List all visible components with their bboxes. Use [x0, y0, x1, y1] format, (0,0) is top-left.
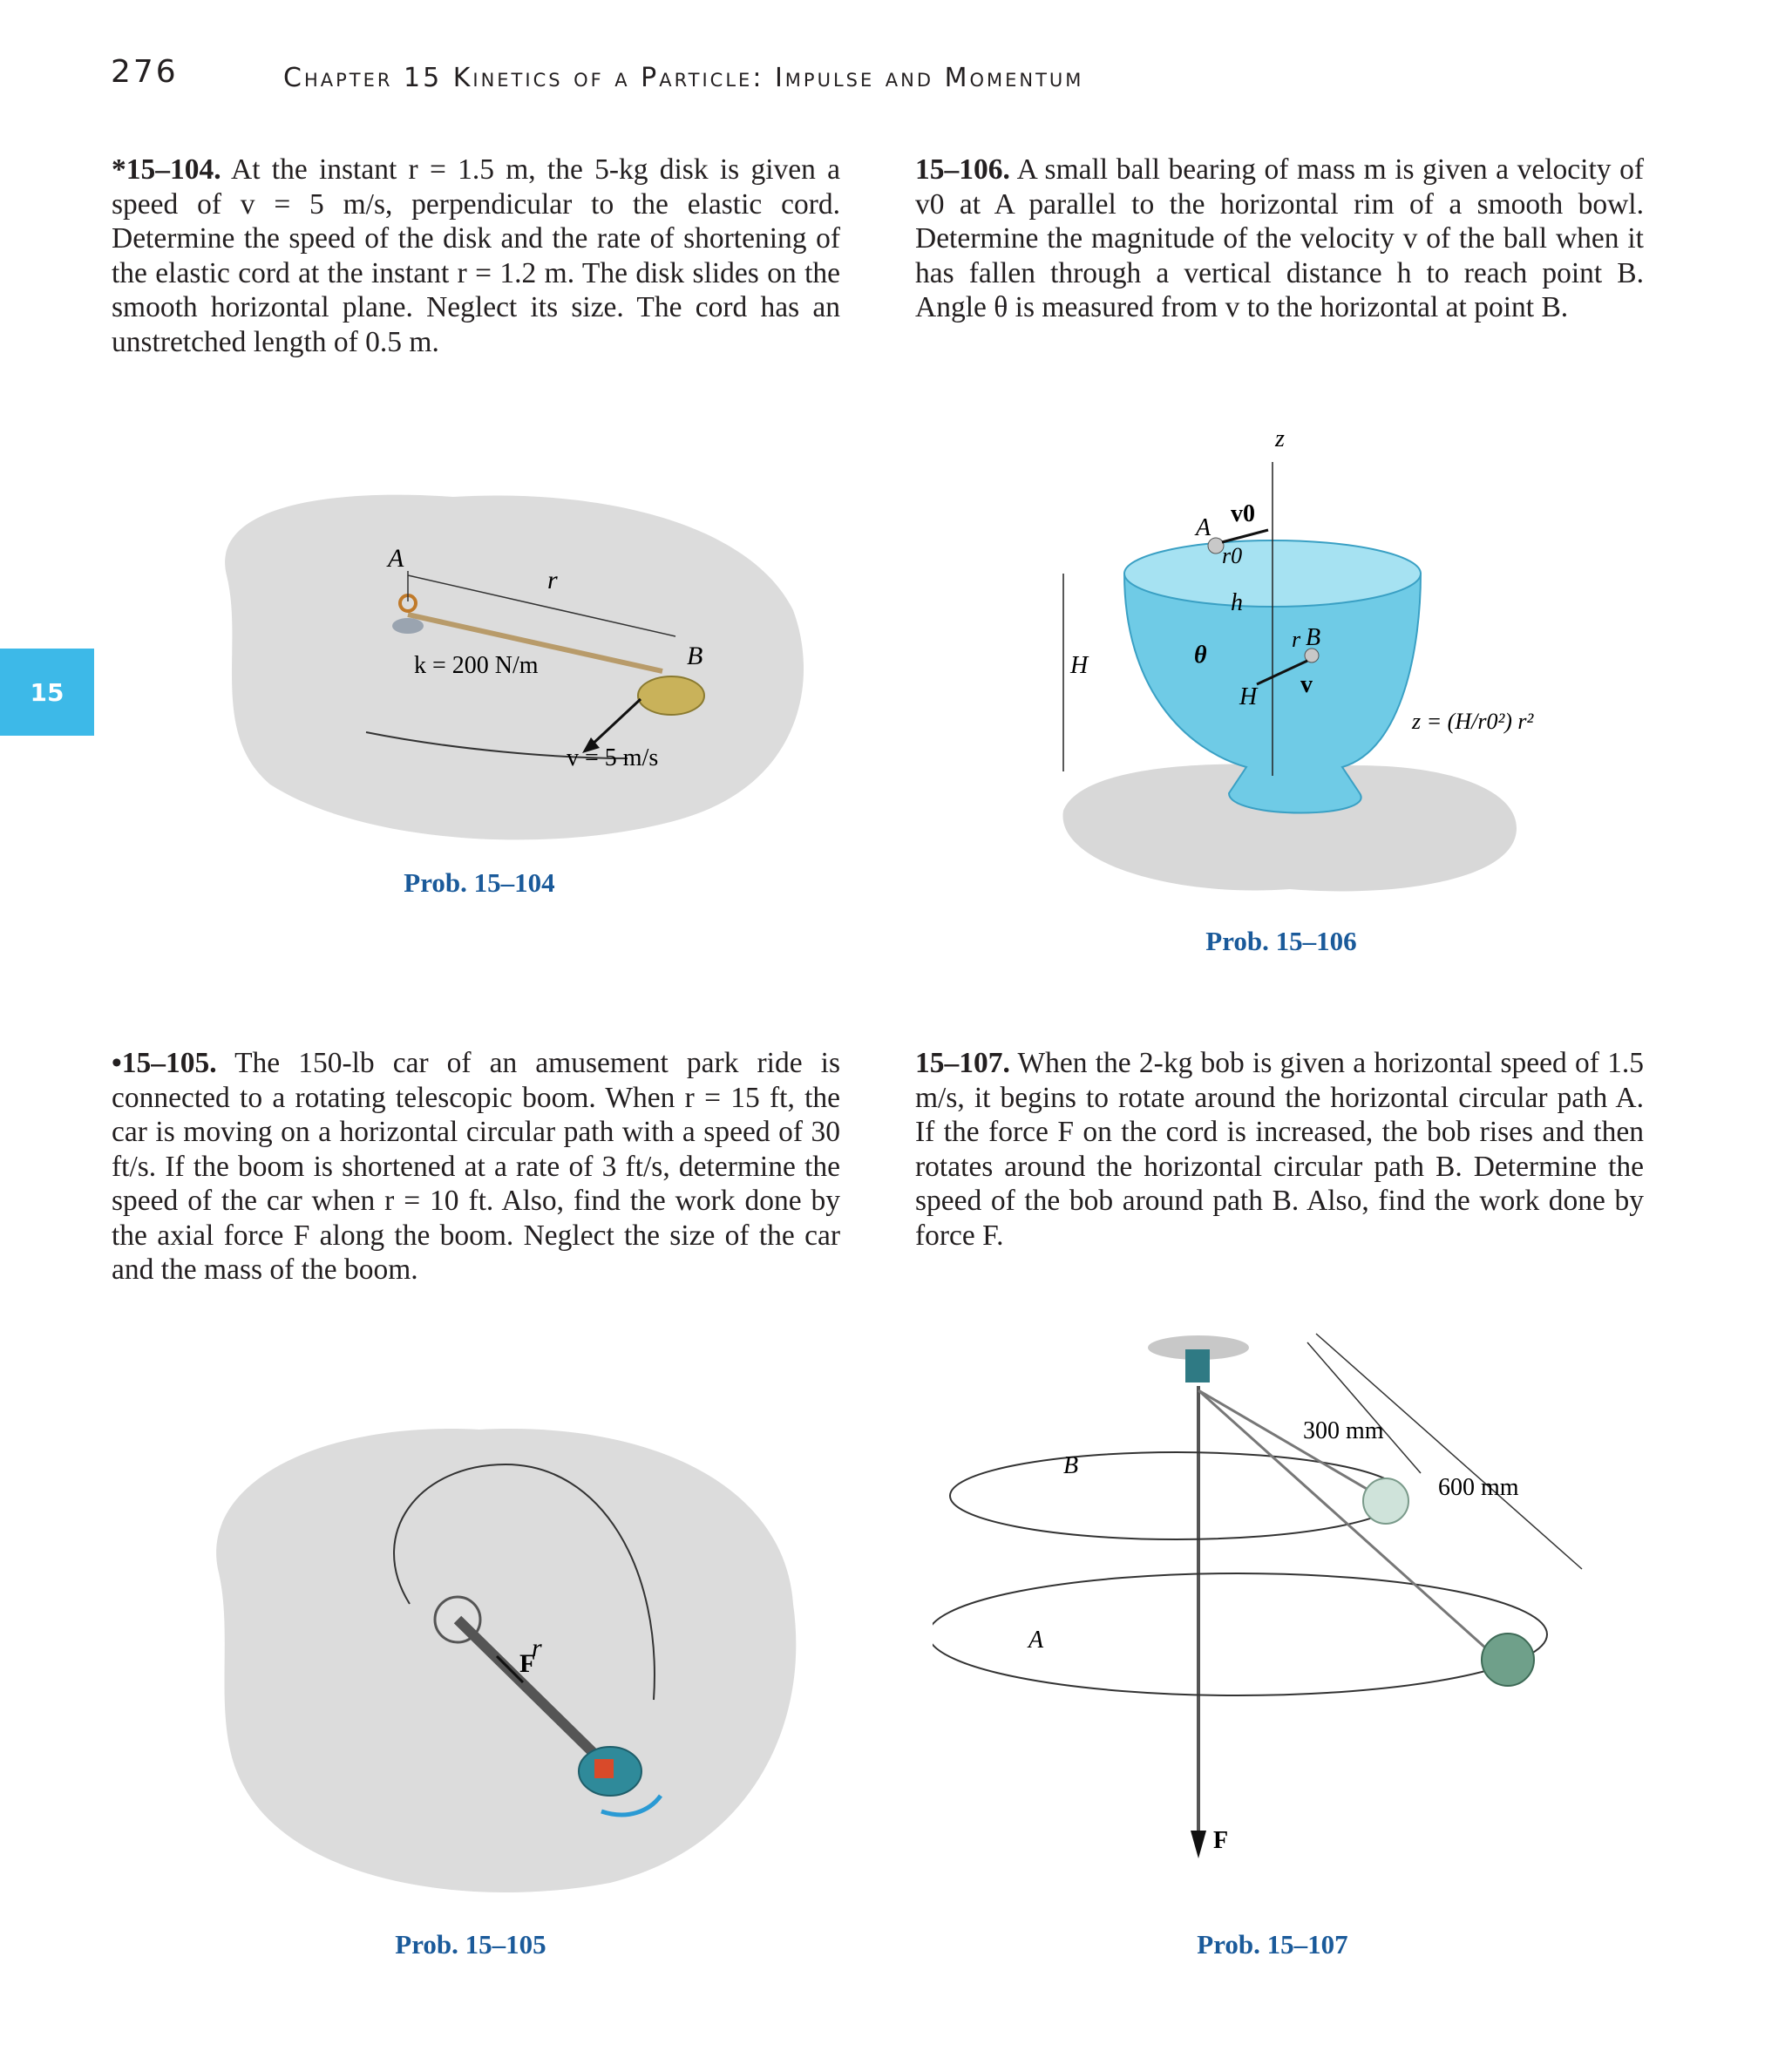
swivel: [1185, 1349, 1210, 1382]
figure-15-107: [933, 1308, 1630, 1918]
problem-15-105: [112, 1046, 840, 1287]
dim-600: [1316, 1334, 1582, 1569]
label-h: h: [1231, 589, 1243, 616]
problem-15-107: [915, 1046, 1644, 1253]
problem-15-104: [112, 153, 840, 359]
page-number: 276: [111, 54, 179, 90]
label-v: v = 5 m/s: [567, 744, 659, 771]
label-h-inner: H: [1239, 683, 1258, 710]
path-b: [950, 1452, 1403, 1539]
label-600mm: 600 mm: [1438, 1474, 1519, 1501]
label-k: k = 200 N/m: [414, 652, 539, 679]
label-r: r: [532, 1634, 542, 1662]
label-theta: θ: [1194, 642, 1207, 669]
label-a: A: [1028, 1627, 1044, 1654]
problem-number: 15–107.: [915, 1047, 1010, 1079]
figure-15-106: [1028, 427, 1569, 915]
caption-15-104: Prob. 15–104: [404, 867, 555, 898]
chapter-tab: 15: [0, 649, 94, 736]
caption-15-106: Prob. 15–106: [1205, 926, 1357, 956]
label-h-left: H: [1070, 652, 1089, 679]
label-a: A: [388, 544, 404, 573]
path-a: [933, 1573, 1547, 1695]
label-f: F: [1213, 1827, 1229, 1854]
bob-b: [1363, 1478, 1408, 1524]
bob-a: [1482, 1634, 1534, 1686]
problem-text: A small ball bearing of mass m is given a velocity of v0 at A parallel to the horizontal rim of a smooth bowl. Determine the magnitude of the velocity v of the ball when it has fallen through a vertical distance h to reach point B. Angle θ is measured from v to the horizontal at point B.: [915, 153, 1644, 323]
label-z: z: [1275, 427, 1285, 452]
car-seat: [594, 1759, 614, 1778]
problem-text: The 150-lb car of an amusement park ride is connected to a rotating telescopic boom. When r = 15 ft, the car is moving on a horizontal circular path with a speed of 30 ft/s. If the boom is shortened at a rate of 3 ft/s, determine the speed of the car when r = 10 ft. Also, find the work done by the axial force F along the boom. Neglect the size of the car and the mass of the boom.: [112, 1047, 840, 1286]
label-r: r: [1292, 627, 1301, 652]
dim-300: [1307, 1342, 1421, 1473]
caption-15-107: Prob. 15–107: [1197, 1929, 1348, 1960]
figure-15-105: [192, 1395, 819, 1900]
label-300mm: 300 mm: [1303, 1417, 1384, 1444]
problem-number: •15–105.: [112, 1047, 217, 1079]
problem-number: 15–106.: [915, 153, 1010, 186]
label-b: B: [1063, 1452, 1079, 1479]
label-r0: r0: [1222, 543, 1243, 568]
figure-15-104: [192, 471, 819, 854]
label-v: v: [1300, 671, 1313, 698]
problem-15-106: [915, 153, 1644, 325]
label-b: B: [687, 642, 703, 670]
label-v0: v0: [1231, 500, 1255, 527]
problem-number: *15–104.: [112, 153, 221, 186]
caption-15-105: Prob. 15–105: [395, 1929, 546, 1960]
label-r: r: [547, 566, 558, 594]
label-b: B: [1306, 624, 1321, 651]
force-arrowhead: [1191, 1831, 1206, 1858]
chapter-title: Chapter 15 Kinetics of a Particle: Impulse and Momentum: [283, 63, 1084, 93]
disk: [638, 676, 704, 715]
label-f: F: [519, 1649, 536, 1678]
label-a: A: [1196, 514, 1211, 541]
problem-text: At the instant r = 1.5 m, the 5-kg disk is given a speed of v = 5 m/s, perpendicular to the elastic cord. Determine the speed of the disk and the rate of shortening of the elastic cord at the instant r = 1.2 m. The disk slides on the smooth horizontal plane. Neglect its size. The cord has an unstretched length of 0.5 m.: [112, 153, 840, 358]
pivot-base: [392, 618, 424, 634]
label-equation: z = (H/r0²) r²: [1412, 709, 1534, 734]
problem-text: When the 2-kg bob is given a horizontal speed of 1.5 m/s, it begins to rotate around the horizontal circular path A. If the force F on the cord is increased, the bob rises and then rotates around the horizontal circular path B. Determine the speed of the bob around path B. Also, find the work done by force F.: [915, 1047, 1644, 1252]
